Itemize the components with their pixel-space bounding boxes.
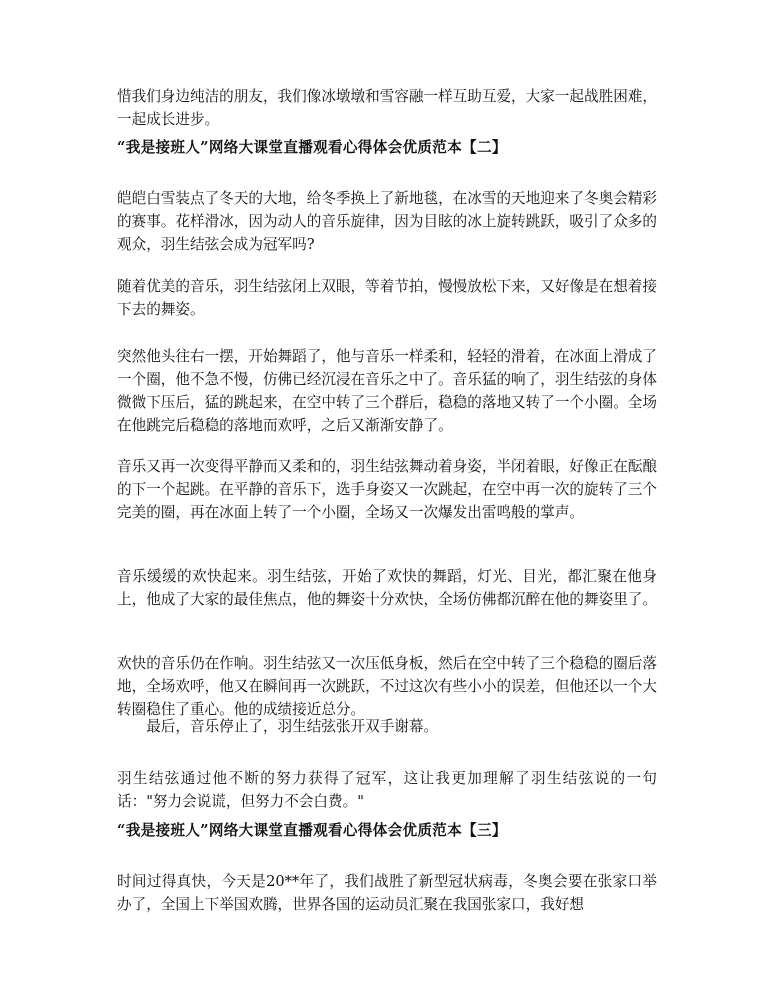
paragraph-music-start: 随着优美的音乐，羽生结弦闭上双眼，等着节拍，慢慢放松下来，又好像是在想着接下去的舞姿。 — [117, 278, 657, 318]
paragraph-dance-begins: 突然他头往右一摆，开始舞蹈了，他与音乐一样柔和，轻轻的滑着，在冰面上滑成了一个圈，他不急不慢，仿佛已经沉浸在音乐之中了。音乐猛的响了，羽生结弦的身体微微下压后，猛的跳起来，在空中转了三个群后，稳稳的落地又转了一个小圈。全场在他跳完后稳稳的落地而欢呼，之后又渐渐安静了。 — [117, 348, 657, 434]
section-heading-three: “我是接班人”网络大课堂直播观看心得体会优质范本【三】 — [117, 822, 507, 839]
paragraph-curtain-call: 最后，音乐停止了，羽生结弦张开双手谢幕。 — [146, 718, 439, 735]
paragraph-friendship: 惜我们身边纯洁的朋友，我们像冰墩墩和雪容融一样互助互爱，大家一起战胜困难，一起成长进步。 — [117, 88, 657, 128]
paragraph-final-jump: 欢快的音乐仍在作响。羽生结弦又一次压低身板，然后在空中转了三个稳稳的圈后落地，全场欢呼，他又在瞬间再一次跳跃，不过这次有些小小的误差，但他还以一个大转圈稳住了重心。他的成绩接近总分。 — [117, 655, 657, 718]
paragraph-winter-games: 皑皑白雪装点了冬天的大地，给冬季换上了新地毯，在冰雪的天地迎来了冬奥会精彩的赛事。花样滑冰，因为动人的音乐旋律，因为目眩的冰上旋转跳跃，吸引了众多的观众，羽生结弦会成为冠军吗? — [117, 190, 657, 253]
section-heading-two: “我是接班人”网络大课堂直播观看心得体会优质范本【二】 — [117, 139, 507, 156]
paragraph-zhangjiakou: 时间过得真快，今天是20**年了，我们战胜了新型冠状病毒，冬奥会要在张家口举办了，全国上下举国欢腾，世界各国的运动员汇聚在我国张家口，我好想 — [117, 873, 657, 913]
paragraph-calm-music: 音乐又再一次变得平静而又柔和的，羽生结弦舞动着身姿，半闭着眼，好像正在酝酿的下一个起跳。在平静的音乐下，选手身姿又一次跳起，在空中再一次的旋转了三个完美的圈，再在冰面上转了一个小圈，全场又一次爆发出雷鸣般的掌声。 — [117, 458, 657, 521]
paragraph-joyful-music: 音乐缓缓的欢快起来。羽生结弦，开始了欢快的舞蹈，灯光、目光，都汇聚在他身上，他成了大家的最佳焦点，他的舞姿十分欢快，全场仿佛都沉醉在他的舞姿里了。 — [117, 568, 657, 608]
paragraph-champion-quote: 羽生结弦通过他不断的努力获得了冠军，这让我更加理解了羽生结弦说的一句话："努力会说谎，但努力不会白费。" — [117, 770, 657, 810]
